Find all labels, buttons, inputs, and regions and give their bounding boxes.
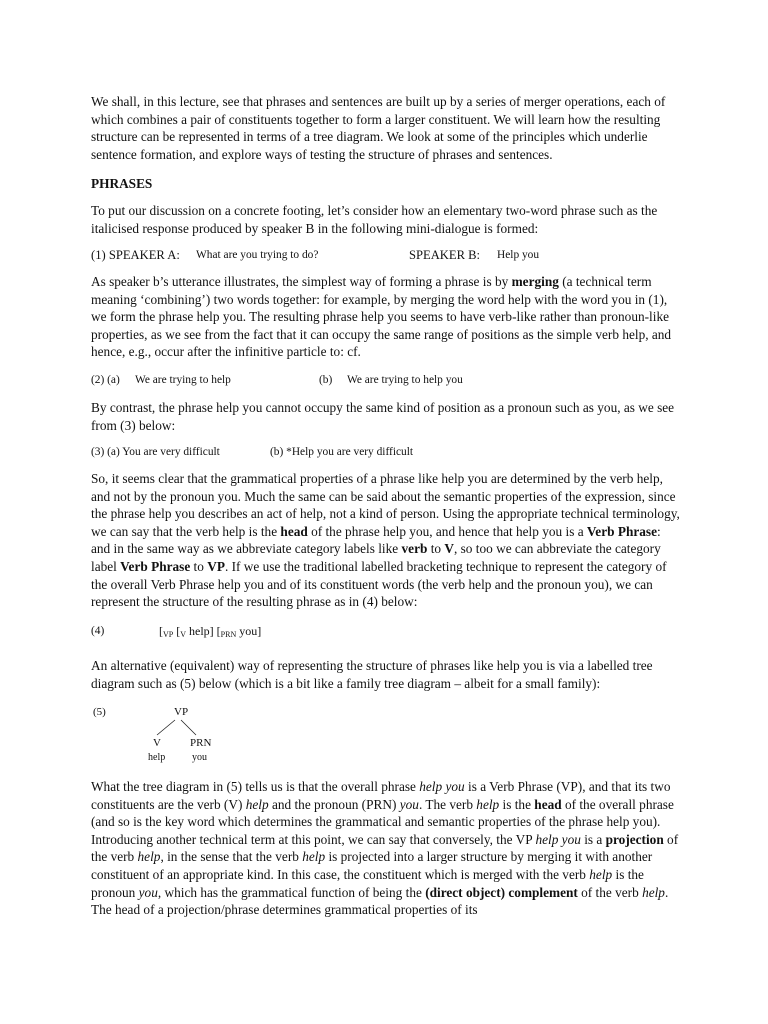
word-help: help] [ [186, 624, 221, 638]
example-2b-label: (b) [319, 374, 333, 386]
example-1-speaker-b: SPEAKER B: [409, 248, 481, 262]
paragraph-4-text: : and in the same way as we abbreviate category labels like [91, 523, 661, 557]
italic-term: help [642, 884, 665, 900]
italic-term: help you [535, 831, 581, 847]
example-3b: (b) *Help you are very difficult [270, 446, 414, 458]
paragraph-6-text: of the overall phrase (and so is the key word which determines the grammatical and semantic properties of the phrase help you). Introducing another technical term at this point, we can say that conversely, the VP [91, 796, 674, 847]
word-you: you] [236, 624, 262, 638]
paragraph-6-text: , in the sense that the verb [160, 849, 303, 865]
paragraph-6-text: and the pronoun (PRN) [268, 796, 400, 812]
paragraph-6-text: is the pronoun [91, 866, 644, 900]
paragraph-4-text: . If we use the traditional labelled bracketing technique to represent the category of the overall Verb Phrase help you and of its constituent words (the verb help and the pronoun you), we can represent the structure of the resulting phrase as in (4) below: [91, 558, 667, 610]
tree-leaf-you: you [192, 752, 207, 763]
paragraph-6-text: is a Verb Phrase (VP), and that its two constituents are the verb (V) [91, 779, 671, 812]
bracket: [ [159, 624, 163, 638]
tree-diagram [91, 702, 291, 772]
example-4-number: (4) [91, 625, 105, 637]
section-heading: PHRASES [91, 176, 153, 191]
tree-branch-right [181, 720, 196, 735]
example-1 [91, 248, 683, 264]
tree-node-v: V [153, 737, 161, 749]
example-4 [91, 624, 683, 642]
italic-term: you [399, 796, 419, 812]
paragraph-4 [91, 470, 683, 611]
paragraph-4-text: , so too we can abbreviate the category label [91, 541, 661, 574]
term-verb-phrase: Verb Phrase [120, 558, 191, 574]
paragraph-4-text: So, it seems clear that the grammatical properties of a phrase like help you are determined by the verb help, and not by the pronoun you. Much the same can be said about the semantic properties of the expression, since the phrase help you describes an act of help, not a kind of person. Using the appropriate technical terminology, we can say that the verb help is the [91, 471, 680, 539]
example-1-speaker-a-text: What are you trying to do? [196, 249, 319, 261]
example-2-number: (2) (a) [91, 374, 120, 386]
tree-node-prn: PRN [190, 737, 212, 749]
paragraph-6-text: . The head of a projection/phrase determines grammatical properties of its [91, 884, 669, 918]
italic-term: help [589, 866, 613, 882]
paragraph-6-text: is projected into a larger structure by merging it with another constituent of an appropriate kind. In this case, the constituent which is merged with the verb [91, 849, 653, 882]
paragraph-2-text: (a technical term meaning ‘combining’) two words together: for example, by merging the word help with the word you in (1), we form the phrase help you. The resulting phrase help you seems to have verb-like rather than pronoun-like properties, as we see from the fact that it can occupy the same range of positions as the simple verb help, and hence, e.g., occur after the infinitive particle to: cf. [91, 274, 672, 360]
paragraph-4-text: to [190, 558, 208, 574]
paragraph-5: An alternative (equivalent) way of representing the structure of phrases like help you is via a labelled tree diagram such as (5) below (which is a bit like a family tree diagram – albeit for a small family): [91, 658, 653, 691]
example-2a: We are trying to help [135, 374, 231, 386]
bracket: [ [173, 624, 181, 638]
term-merging: merging [511, 274, 559, 289]
paragraph-6-text: is a [580, 831, 606, 847]
italic-term: help you [419, 779, 465, 794]
italic-term: you [138, 884, 158, 900]
term-projection: projection [605, 831, 664, 847]
term-v: V [444, 541, 454, 557]
intro-paragraph: We shall, in this lecture, see that phrases and sentences are built up by a series of merger operations, each of which combines a pair of constituents together to form a larger constituent. We will learn how the resulting structure can be represented in terms of a tree diagram. We look at some of the principles which underlie sentence formation, and explore ways of testing the structure of phrases and sentences. [91, 94, 666, 162]
term-vp: VP [207, 558, 225, 574]
paragraph-4-text: of the phrase help you, and hence that help you is a [307, 523, 587, 539]
tree-branch-left [157, 720, 175, 735]
term-head: head [280, 523, 308, 539]
example-2 [91, 373, 683, 389]
paragraph-6-text: What the tree diagram in (5) tells us is that the overall phrase [91, 779, 420, 794]
italic-term: help [245, 796, 269, 812]
tree-leaf-help: help [148, 752, 166, 763]
term-verb-phrase: Verb Phrase [586, 523, 657, 539]
labelled-bracketing [159, 624, 261, 642]
label-v: V [180, 630, 187, 639]
paragraph-6-text: . The verb [418, 796, 477, 812]
label-prn: PRN [220, 630, 237, 639]
paragraph-6-text: of the verb [577, 884, 643, 900]
italic-term: help [302, 849, 326, 865]
italic-term: help [137, 849, 161, 865]
paragraph-6-text: is the [499, 796, 535, 812]
tree-number: (5) [93, 706, 106, 718]
paragraph-2 [91, 273, 683, 361]
example-3 [91, 445, 683, 461]
tree-node-vp: VP [174, 706, 189, 718]
term-verb: verb [401, 541, 428, 557]
example-1-speaker-a: (1) SPEAKER A: [91, 248, 180, 262]
term-complement: (direct object) complement [425, 884, 578, 900]
paragraph-6-text: , which has the grammatical function of being the [157, 884, 426, 900]
example-3a: (3) (a) You are very difficult [91, 446, 220, 458]
paragraph-6 [91, 778, 683, 919]
paragraph-3: By contrast, the phrase help you cannot occupy the same kind of position as a pronoun such as you, as we see from (3) below: [91, 400, 675, 433]
label-vp: VP [163, 630, 174, 639]
paragraph-1: To put our discussion on a concrete footing, let’s consider how an elementary two-word phrase such as the italicised response produced by speaker B in the following mini-dialogue is formed: [91, 203, 658, 236]
paragraph-2-text: As speaker b’s utterance illustrates, the simplest way of forming a phrase is by [91, 274, 512, 289]
italic-term: help [476, 796, 500, 812]
example-1-speaker-b-text: Help you [497, 249, 540, 261]
example-2b: We are trying to help you [347, 374, 463, 386]
paragraph-6-text: of the verb [91, 831, 679, 865]
term-head: head [534, 796, 562, 812]
paragraph-4-text: to [427, 541, 445, 557]
